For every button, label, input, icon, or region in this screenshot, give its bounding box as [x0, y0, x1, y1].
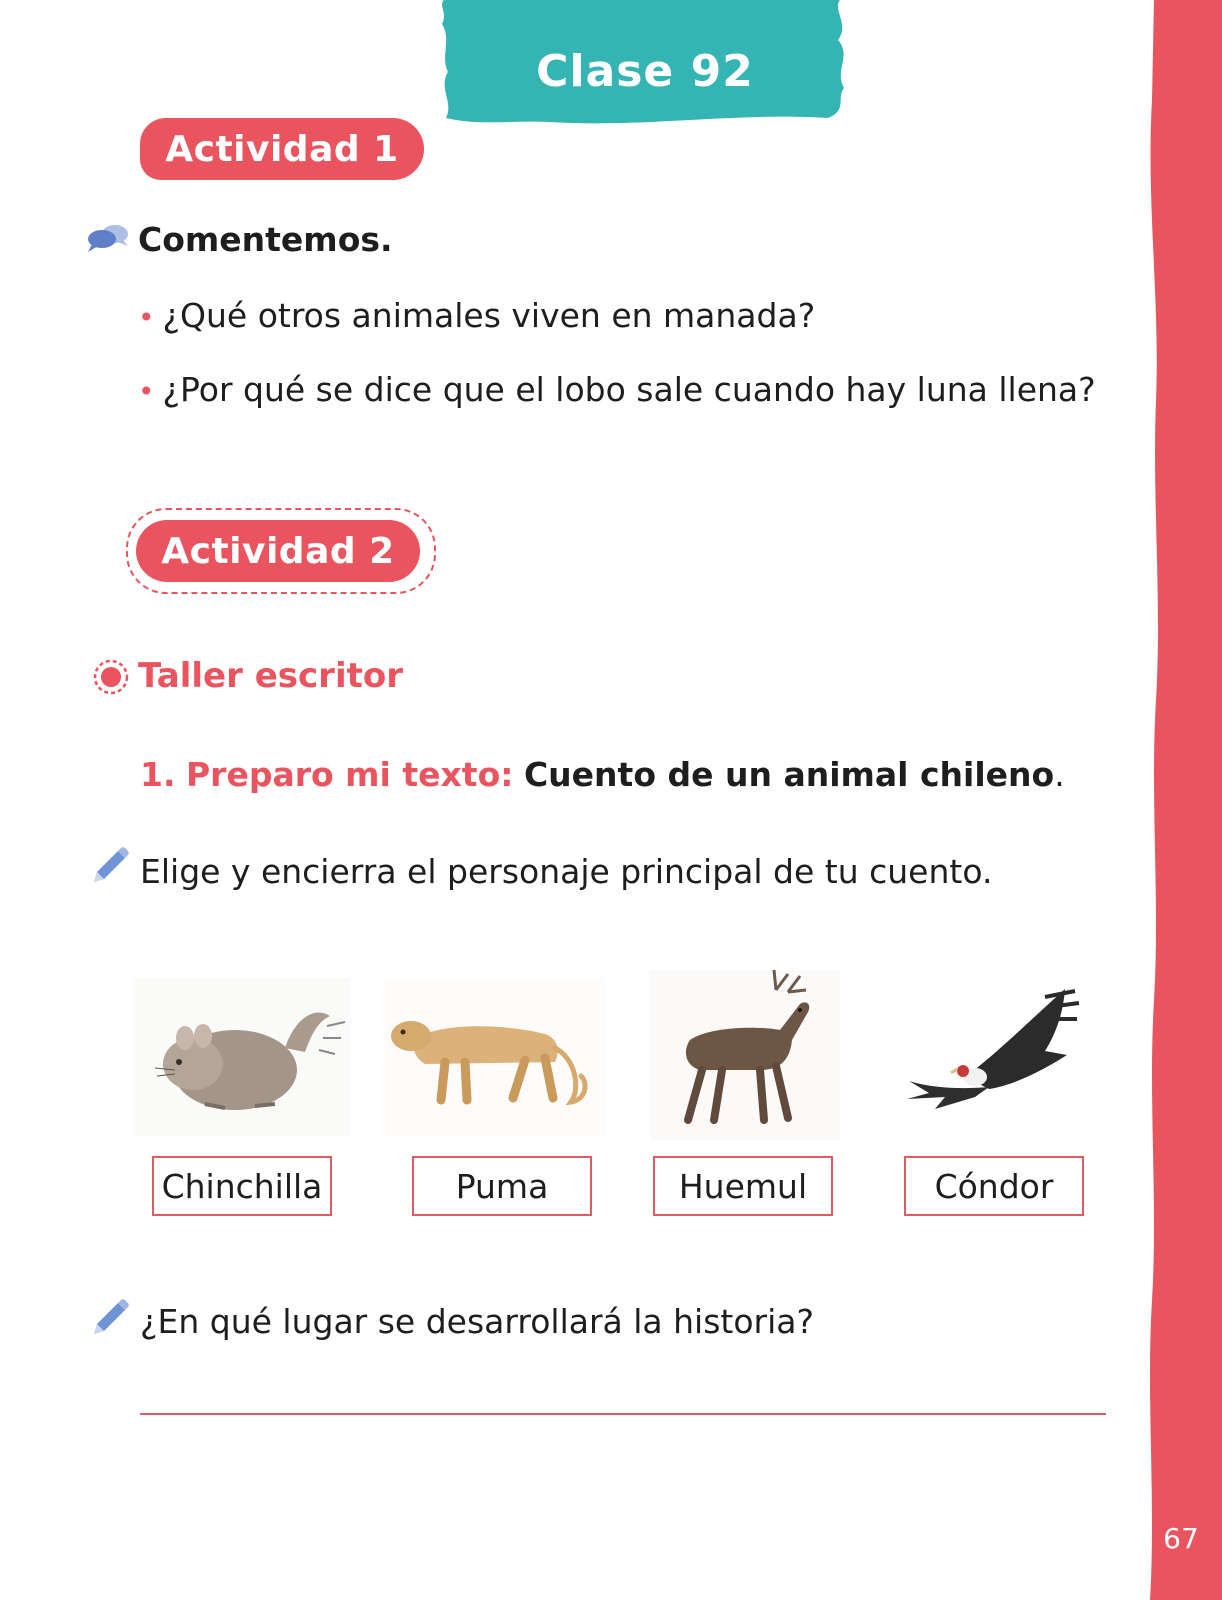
step-heading — [140, 755, 1065, 794]
bullet: • — [138, 375, 155, 408]
chinchilla-icon — [135, 978, 350, 1136]
animal-option-condor[interactable]: Cóndor — [904, 1156, 1084, 1216]
instruction-choose-character: Elige y encierra el personaje principal de tu cuento. — [140, 852, 993, 891]
question-text: ¿Qué otros animales viven en manada? — [162, 296, 816, 335]
step-number: 1. — [140, 755, 176, 794]
activity-2-badge: Actividad 2 — [136, 520, 420, 582]
huemul-icon — [650, 970, 840, 1140]
page-number: 67 — [1163, 1522, 1199, 1555]
step-period: . — [1054, 755, 1065, 794]
animal-option-chinchilla[interactable]: Chinchilla — [152, 1156, 332, 1216]
step-label: Preparo mi texto: — [186, 755, 514, 794]
animal-option-huemul[interactable]: Huemul — [653, 1156, 833, 1216]
question-item — [138, 370, 1096, 409]
bullet: • — [138, 301, 155, 334]
pencil-icon — [88, 1298, 130, 1340]
discussion-prompt: Comentemos. — [138, 220, 393, 259]
page-title: Clase 92 — [536, 46, 754, 97]
page-side-band — [1140, 0, 1222, 1600]
chat-bubbles-icon — [86, 222, 130, 256]
question-text: ¿Por qué se dice que el lobo sale cuando hay luna llena? — [162, 370, 1096, 409]
activity-1-badge: Actividad 1 — [140, 118, 424, 180]
question-item — [138, 296, 815, 335]
step-title: Cuento de un animal chileno — [523, 755, 1055, 794]
puma-icon — [385, 978, 605, 1136]
instruction-story-place: ¿En qué lugar se desarrollará la historia? — [140, 1302, 815, 1341]
animal-option-puma[interactable]: Puma — [412, 1156, 592, 1216]
section-title: Taller escritor — [138, 656, 403, 696]
answer-writing-line[interactable] — [140, 1413, 1106, 1415]
pencil-icon — [88, 846, 130, 888]
target-icon — [92, 658, 130, 696]
condor-icon — [905, 985, 1085, 1125]
